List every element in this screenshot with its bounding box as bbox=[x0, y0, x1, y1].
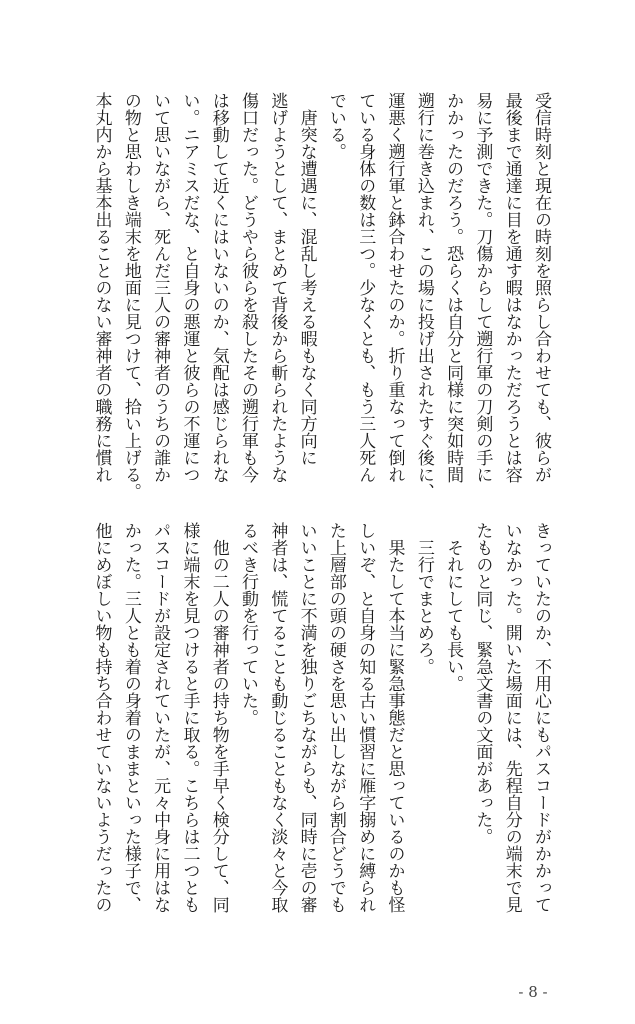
page-number: - 8 - bbox=[518, 983, 548, 1001]
text-line: 本丸内から基本出ることのない審神者の職務に慣れ bbox=[91, 92, 112, 483]
text-block-top bbox=[86, 92, 555, 500]
text-line: 逃げようとして、まとめて背後から斬られたような bbox=[267, 92, 288, 483]
paragraph bbox=[438, 522, 467, 913]
text-line: しいぞ、と自身の知る古い慣習に雁字搦めに縛られ bbox=[355, 522, 376, 913]
text-line: パスコードが設定されていたが、元々中身に用はな bbox=[150, 522, 171, 913]
text-line: の物と思わしき端末を地面に見つけて、拾い上げる。 bbox=[120, 92, 141, 500]
text-line: 神者は、慌てることも動じることもなく淡々と今取 bbox=[267, 522, 288, 913]
paragraph bbox=[321, 92, 555, 500]
text-line: 様に端末を見つけると手に取る。こちらは二つとも bbox=[179, 522, 200, 913]
paragraph bbox=[233, 522, 409, 913]
text-line: 他にめぼしい物も持ち合わせていないようだったの bbox=[91, 522, 112, 913]
text-line: るべき行動を行っていた。 bbox=[238, 522, 259, 726]
text-line: いて思いながら、死んだ三人の審神者のうちの誰か bbox=[150, 92, 171, 483]
text-line: いなかった。開いた場面には、先程自分の端末で見 bbox=[501, 522, 522, 913]
text-line: 最後まで通達に目を通す暇はなかっただろうとは容 bbox=[501, 92, 522, 483]
text-block-bottom bbox=[86, 522, 555, 913]
text-line: でいる。 bbox=[325, 92, 346, 160]
text-line: は移動して近くにはいないのか、気配は感じられな bbox=[208, 92, 229, 483]
text-line: 三行でまとめろ。 bbox=[413, 522, 434, 675]
text-line: たものと同じ、緊急文書の文面があった。 bbox=[472, 522, 493, 845]
text-line: 易に予測できた。刀傷からして遡行軍の刀剣の手に bbox=[472, 92, 493, 483]
text-line: た上層部の頭の硬さを思い出しながら割合どうでも bbox=[325, 522, 346, 913]
paragraph bbox=[467, 522, 555, 913]
paragraph bbox=[86, 92, 320, 500]
text-line: ている身体の数は三つ。少なくとも、もう三人死ん bbox=[355, 92, 376, 483]
text-line: 傷口だった。どうやら彼らを殺したその遡行軍も今 bbox=[238, 92, 259, 483]
text-line: かかったのだろう。恐らくは自分と同様に突如時間 bbox=[443, 92, 464, 483]
text-line: それにしても長い。 bbox=[443, 522, 464, 692]
text-line: いいことに不満を独りごちながらも、同時に壱の審 bbox=[296, 522, 317, 913]
text-line: かった。三人とも着の身着のままといった様子で、 bbox=[120, 522, 141, 913]
paragraph bbox=[409, 522, 438, 913]
text-line: い。ニアミスだな、と自身の悪運と彼らの不運につ bbox=[179, 92, 200, 483]
text-line: 果たして本当に緊急事態だと思っているのかも怪 bbox=[384, 522, 405, 913]
text-line: 受信時刻と現在の時刻を照らし合わせても、彼らが bbox=[531, 92, 551, 483]
paragraph bbox=[86, 522, 232, 913]
text-line: 遡行に巻き込まれ、この場に投げ出されたすぐ後に、 bbox=[413, 92, 434, 500]
text-line: 唐突な遭遇に、混乱し考える暇もなく同方向に bbox=[296, 92, 317, 466]
text-line: 他の二人の審神者の持ち物を手早く検分して、同 bbox=[208, 522, 229, 913]
text-line: きっていたのか、不用心にもパスコードがかかって bbox=[531, 522, 551, 913]
text-line: 運悪く遡行軍と鉢合わせたのか。折り重なって倒れ bbox=[384, 92, 405, 483]
